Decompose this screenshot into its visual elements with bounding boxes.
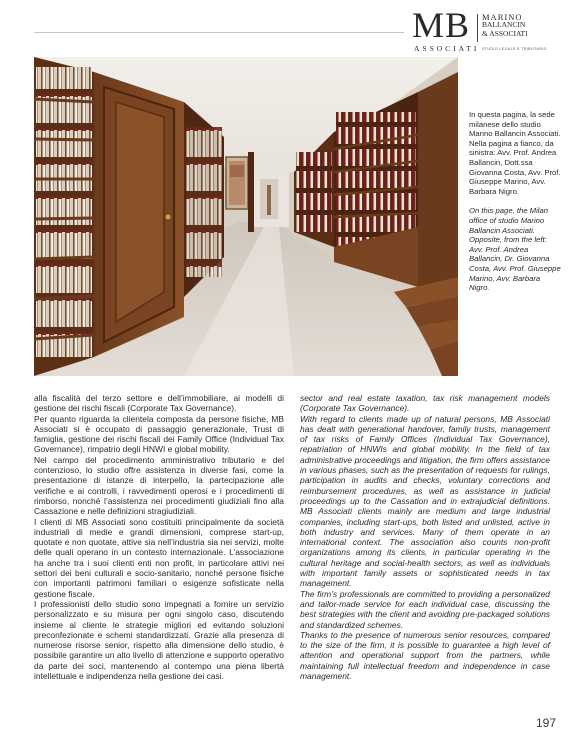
paragraph: I clienti di MB Associati sono costituiti principalmente da società industriali di medie e grandi dimensioni, comprese start-up, quotate e non quotate, attive sia nell’industria sia nei servizi, molte delle quali operano in un contesto internazionale. L’associazione ha anche tra i suoi clienti enti non profit, in particolare attivi nei settori dei beni culturali e socio-sanitario, nonché persone fisiche con importanti patrimoni familiari o esigenze sofisticate nella gestione fiscale.: [34, 516, 284, 599]
paragraph: I professionisti dello studio sono impegnati a fornire un servizio personalizzato e su misura per ogni singolo caso, discutendo insieme al cliente le strategie migliori ed evitando soluzioni preconfezionate e schemi standardizzati. Grazie alla presenza di numerose risorse senior, rispetto alla dimensione dello studio, è possibile garantire un alto livello di attenzione e supporto operativo da parte dei soci, mantenendo al contempo una piena libertà intellettuale e indipendenza nella gestione dei casi.: [34, 598, 284, 682]
logo-tagline: STUDIO LEGALE E TRIBUTARIO: [482, 47, 547, 51]
header-rule: [34, 32, 404, 33]
mb-associati-logo: [410, 5, 560, 54]
paragraph: alla fiscalità del terzo settore e dell’immobiliare, ai modelli di gestione dei rischi fiscali (Corporate Tax Governance).: [34, 393, 284, 414]
paragraph: sector and real estate taxation, tax risk management models (Corporate Tax Governance).: [300, 393, 550, 414]
photo-caption: [469, 110, 561, 293]
logo-name-line: BALLANCIN: [482, 20, 526, 30]
logo-word: ASSOCIATI: [414, 44, 480, 53]
logo-name-line: MARINO: [482, 12, 523, 22]
office-corridor-image: [34, 57, 458, 376]
office-photo: [34, 57, 458, 376]
paragraph: The firm’s professionals are committed to providing a personalized and tailor-made service for each individual case, discussing the best strategies with the client and avoiding pre-packaged solutions and standardized schemes.: [300, 588, 550, 630]
logo-divider: [477, 14, 478, 42]
italian-text-column: [34, 393, 284, 681]
logo-name-line: & ASSOCIATI: [482, 28, 528, 38]
paragraph: With regard to clients made up of natural persons, MB Associati has dealt with generational handover, family trusts, management of tax risks of Family Offices (Individual Tax Governance), repatriation of HNWIs and global mobility. In the field of tax administrative proceedings and litigation, the firm offers assistance in various phases, such as the presentation of requests for rulings, participation in audits and checks, voluntary corrections and reimbursement procedures, as well as assistance in judicial proceedings up to the Cassation and in extrajudicial definitions. MB Associati clients mainly are medium and large industrial companies, including start-ups, both listed and unlisted, active in both industry and services. Many of them operate in an international context. The association also counts non-profit organizations among its clients, in particular operating in the cultural heritage and social-health sectors, as well as individuals with important family assets or sophisticated needs in tax management.: [300, 413, 550, 589]
caption-english: On this page, the Milan office of studio Marino Ballancin Associati. Opposite, from the left: Avv. Prof. Andrea Ballancin, Dr. Giovanna Costa, Avv. Prof. Giuseppe Marino, Avv. Barbara Nigro.: [469, 206, 561, 293]
logo-monogram: MB: [412, 5, 471, 45]
paragraph: Thanks to the presence of numerous senior resources, compared to the size of the firm, it is possible to guarantee a high level of attention and operational support from the partners, while maintaining full intellectual freedom and independence in case management.: [300, 629, 550, 682]
caption-italian: In questa pagina, la sede milanese dello studio Marino Ballancin Associati. Nella pagina a fianco, da sinistra: Avv. Prof. Andrea Ballancin, Dott.ssa Giovanna Costa, Avv. Prof. Giuseppe Marino, Avv. Barbara Nigro.: [469, 110, 561, 196]
logo-name: [482, 13, 528, 38]
page-number: 197: [536, 716, 557, 730]
english-text-column: [300, 393, 550, 681]
paragraph: Nel campo del procedimento amministrativo tributario e del contenzioso, lo studio offre assistenza in diverse fasi, come la presentazione di istanze di interpello, la partecipazione alle verifiche e ai controlli, i ravvedimenti operosi e i procedimenti di rimborso, nonché l’assistenza nei procedimenti giudiziali fino alla Cassazione e nelle definizioni stragiudiziali.: [34, 454, 284, 517]
paragraph: Per quanto riguarda la clientela composta da persone fisiche, MB Associati si è occupato di passaggio generazionale, Trust di famiglia, gestione dei rischi fiscali dei Family Office (Individual Tax Governance), rimpatrio degli HNWI e global mobility.: [34, 413, 284, 455]
